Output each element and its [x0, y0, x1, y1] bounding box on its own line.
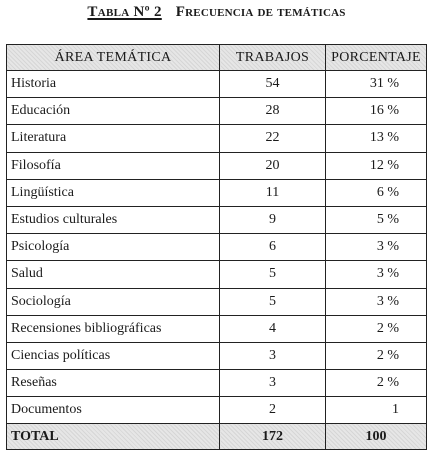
table-row [7, 125, 427, 152]
table-row [7, 71, 427, 98]
cell-porcentaje: 2 % [326, 370, 427, 397]
frequency-table [6, 44, 427, 450]
cell-trabajos: 54 [220, 71, 326, 98]
cell-porcentaje: 2 % [326, 342, 427, 369]
cell-area: Salud [7, 261, 220, 288]
cell-trabajos: 3 [220, 370, 326, 397]
cell-trabajos: 5 [220, 261, 326, 288]
cell-trabajos: 3 [220, 342, 326, 369]
total-porcentaje: 100 [326, 424, 427, 450]
header-porcentaje: PORCENTAJE [326, 45, 427, 71]
cell-porcentaje: 16 % [326, 98, 427, 125]
cell-area: Sociología [7, 288, 220, 315]
table-row [7, 98, 427, 125]
cell-trabajos: 11 [220, 179, 326, 206]
cell-area: Estudios culturales [7, 206, 220, 233]
cell-porcentaje: 2 % [326, 315, 427, 342]
table-row [7, 370, 427, 397]
cell-porcentaje: 13 % [326, 125, 427, 152]
cell-area: Recensiones bibliográficas [7, 315, 220, 342]
cell-trabajos: 5 [220, 288, 326, 315]
cell-area: Filosofía [7, 152, 220, 179]
cell-area: Historia [7, 71, 220, 98]
table-row [7, 152, 427, 179]
header-area: ÁREA TEMÁTICA [7, 45, 220, 71]
cell-porcentaje: 12 % [326, 152, 427, 179]
cell-trabajos: 4 [220, 315, 326, 342]
table-row [7, 288, 427, 315]
cell-area: Reseñas [7, 370, 220, 397]
cell-area: Educación [7, 98, 220, 125]
cell-porcentaje: 6 % [326, 179, 427, 206]
table-number: Tabla Nº 2 [87, 4, 162, 20]
header-trabajos: TRABAJOS [220, 45, 326, 71]
table-row [7, 315, 427, 342]
total-label: TOTAL [7, 424, 220, 450]
cell-trabajos: 6 [220, 234, 326, 261]
cell-trabajos: 20 [220, 152, 326, 179]
cell-porcentaje: 3 % [326, 261, 427, 288]
header-row [7, 45, 427, 71]
table-row [7, 397, 427, 424]
cell-trabajos: 28 [220, 98, 326, 125]
table-caption [0, 0, 433, 24]
cell-porcentaje: 3 % [326, 234, 427, 261]
cell-area: Documentos [7, 397, 220, 424]
table-row [7, 261, 427, 288]
cell-area: Psicología [7, 234, 220, 261]
cell-porcentaje: 1 [326, 397, 427, 424]
cell-trabajos: 2 [220, 397, 326, 424]
table-row [7, 234, 427, 261]
table-row [7, 342, 427, 369]
cell-area: Ciencias políticas [7, 342, 220, 369]
cell-trabajos: 9 [220, 206, 326, 233]
total-trabajos: 172 [220, 424, 326, 450]
cell-porcentaje: 3 % [326, 288, 427, 315]
total-row [7, 424, 427, 450]
cell-area: Lingüística [7, 179, 220, 206]
cell-porcentaje: 31 % [326, 71, 427, 98]
cell-area: Literatura [7, 125, 220, 152]
table-row [7, 179, 427, 206]
cell-trabajos: 22 [220, 125, 326, 152]
table-row [7, 206, 427, 233]
table-title: Frecuencia de temáticas [175, 4, 346, 20]
cell-porcentaje: 5 % [326, 206, 427, 233]
